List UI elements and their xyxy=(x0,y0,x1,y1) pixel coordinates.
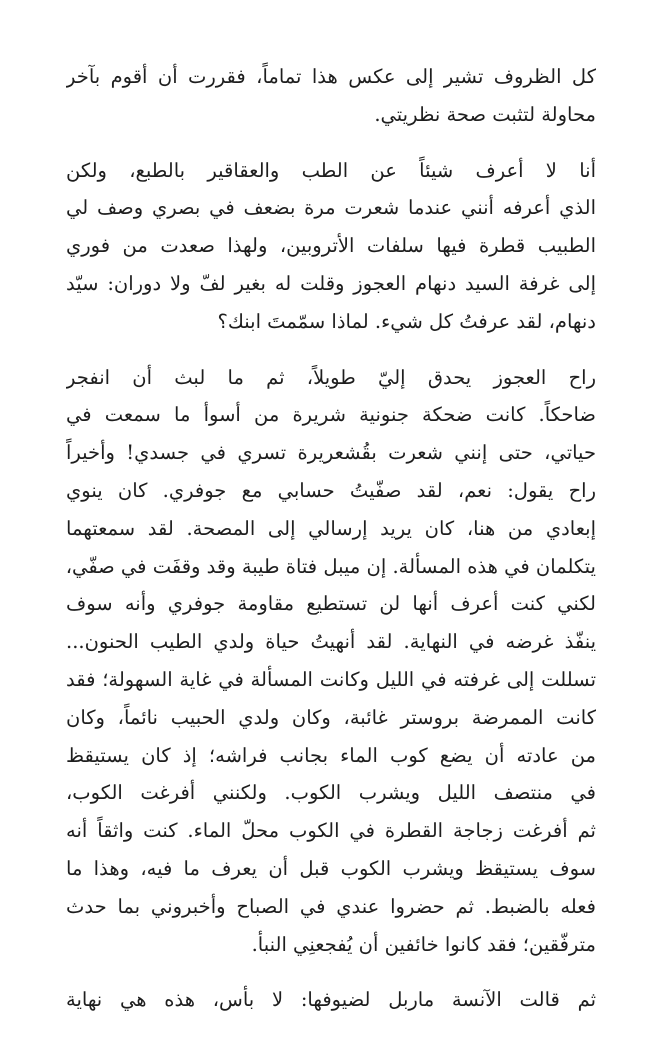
text-line: كانت الممرضة بروستر غائبة، وكان ولدي الحبيب نائماً، وكان xyxy=(66,705,596,729)
text-line: من عادته أن يضع كوب الماء بجانب فراشه؛ إذ كان يستيقظ xyxy=(66,743,596,767)
paragraph xyxy=(66,359,596,964)
text-line: أنا لا أعرف شيئاً عن الطب والعقاقير بالطبع، ولكن xyxy=(66,158,596,182)
text-line: ثم قالت الآنسة ماربل لضيوفها: لا بأس، هذه هي نهاية xyxy=(66,988,596,1012)
text-line: محاولة لتثبت صحة نظريتي. xyxy=(374,102,596,126)
text-line: إلى غرفة السيد دنهام العجوز وقلت له بغير لفّ ولا دوران: سيّد xyxy=(66,271,596,295)
text-line: في منتصف الليل ويشرب الكوب. ولكنني أفرغت الكوب، xyxy=(66,781,596,805)
page-text xyxy=(66,58,596,1037)
text-line: الذي أعرفه أنني عندما شعرت مرة بضعف في بصري وصف لي xyxy=(66,196,596,220)
text-line: مترفّقين؛ فقد كانوا خائفين أن يُفجعنِي النبأ. xyxy=(251,932,596,956)
paragraph xyxy=(66,152,596,341)
text-line: إبعادي من هنا، كان يريد إرسالي إلى المصحة. لقد سمعتهما xyxy=(66,516,596,540)
text-line: ينفّذ غرضه في النهاية. لقد أنهيتُ حياة ولدي الطيب الحنون... xyxy=(66,630,596,654)
text-line: تسللت إلى غرفته في الليل وكانت المسألة في غاية السهولة؛ فقد xyxy=(66,667,596,691)
text-line: راح يقول: نعم، لقد صفّيتُ حسابي مع جوفري. كان ينوي xyxy=(66,478,596,502)
text-line: لكني كنت أعرف أنها لن تستطيع مقاومة جوفري وأنه سوف xyxy=(66,592,596,616)
text-line: الطبيب قطرة فيها سلفات الأتروبين، ولهذا صعدت من فوري xyxy=(66,234,596,258)
text-line: راح العجوز يحدق إليّ طويلاً، ثم ما لبث أن انفجر xyxy=(66,365,596,389)
paragraph xyxy=(66,981,596,1019)
text-line: حياتي، حتى إنني شعرت بقُشعريرة تسري في جسدي! وأخيراً xyxy=(66,441,596,465)
text-line: كل الظروف تشير إلى عكس هذا تماماً، فقررت أن أقوم بآخر xyxy=(66,65,596,88)
text-line: يتكلمان في هذه المسألة. إن ميبل فتاة طيبة وقد وقفَت في صفّي، xyxy=(66,554,596,578)
text-line: سوف يستيقظ ويشرب الكوب قبل أن يعرف ما فيه، وهذا ما xyxy=(66,856,596,880)
text-line: ثم أفرغت زجاجة القطرة في الكوب محلّ الماء. كنت واثقاً أنه xyxy=(66,819,596,843)
text-line: فعله بالضبط. ثم حضروا عندي في الصباح وأخبروني بما حدث xyxy=(66,894,596,918)
text-line: دنهام، لقد عرفتُ كل شيء. لماذا سمّمتَ ابنك؟ xyxy=(217,309,596,333)
text-line: ضاحكاً. كانت ضحكة جنونية شريرة من أسوأ ما سمعت في xyxy=(66,403,596,427)
paragraph xyxy=(66,58,596,134)
